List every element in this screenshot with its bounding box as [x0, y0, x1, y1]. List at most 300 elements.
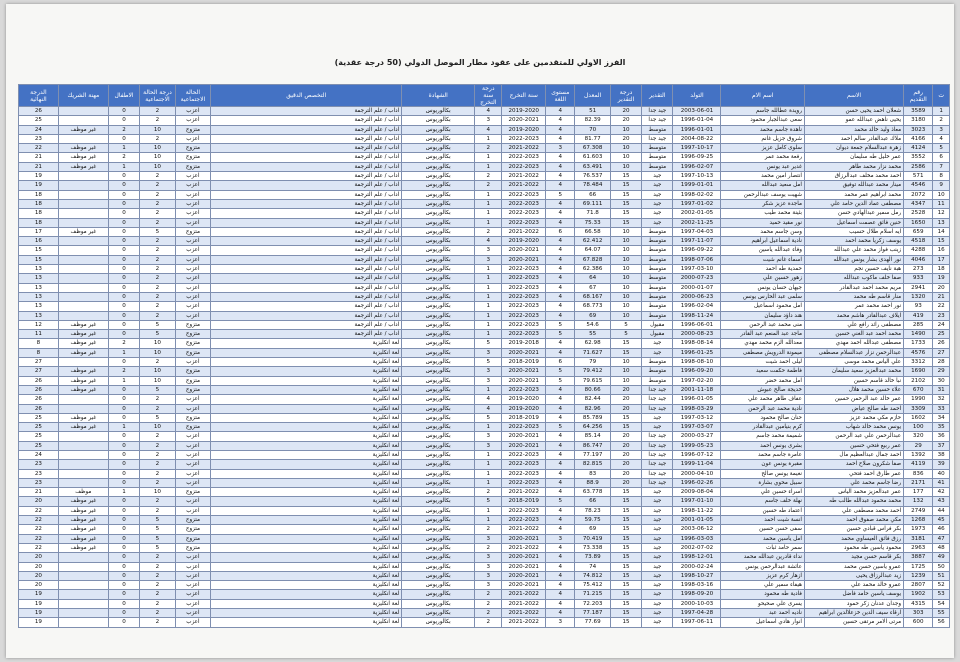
table-cell: غير موظف	[58, 516, 108, 525]
table-cell: 38	[933, 450, 950, 459]
table-cell: اداب / علم الترجمة	[211, 265, 402, 274]
table-cell: جيد	[642, 543, 673, 552]
table-cell: 74	[575, 562, 610, 571]
table-cell: 3	[546, 618, 575, 627]
table-cell: 15	[610, 581, 641, 590]
table-cell: 4	[546, 460, 575, 469]
table-cell: 15	[610, 497, 641, 506]
table-row	[19, 553, 950, 562]
table-cell: 4	[546, 274, 575, 283]
table-cell: 20	[610, 478, 641, 487]
table-cell: احمد جمال عبدالعظيم مال	[804, 450, 903, 459]
table-cell: رزق فائق العيساوي محمد	[804, 534, 903, 543]
table-cell: 2	[140, 497, 175, 506]
table-cell: 2	[140, 506, 175, 515]
table-cell: غير موظف	[58, 423, 108, 432]
table-cell: 2022-2023	[502, 460, 546, 469]
table-cell	[58, 562, 108, 571]
table-cell: بكالوريوس	[402, 506, 475, 515]
table-cell: 2021-2022	[502, 599, 546, 608]
table-cell: 44	[933, 506, 950, 515]
table-cell: بكالوريوس	[402, 237, 475, 246]
table-cell: بكالوريوس	[402, 358, 475, 367]
table-cell: 15	[610, 562, 641, 571]
table-cell: 10	[610, 274, 641, 283]
table-cell: محمد احمد عبد الغني حسين	[804, 330, 903, 339]
table-cell: 4	[546, 292, 575, 301]
table-cell: 14	[933, 227, 950, 236]
column-header: الحالة الاجتماعية	[175, 85, 210, 107]
table-cell: 20	[610, 441, 641, 450]
table-cell	[58, 618, 108, 627]
table-cell: نور الهدى بشار يونس عبدالله	[804, 255, 903, 264]
table-cell: 1	[108, 144, 139, 153]
table-cell: لغة انكليزية	[211, 423, 402, 432]
table-cell: اداب / علم الترجمة	[211, 162, 402, 171]
table-cell: 15	[610, 218, 641, 227]
table-cell: بكالوريوس	[402, 413, 475, 422]
table-cell: 1998-09-20	[673, 590, 721, 599]
table-cell: متزوج	[175, 320, 210, 329]
table-cell: 0	[108, 469, 139, 478]
table-cell: 42	[933, 488, 950, 497]
table-cell: اعزب	[175, 209, 210, 218]
table-cell: 1	[108, 376, 139, 385]
table-cell: 0	[108, 199, 139, 208]
table-cell: 4	[546, 125, 575, 134]
table-cell: 67.308	[575, 144, 610, 153]
table-cell: 0	[108, 590, 139, 599]
table-cell: بكالوريوس	[402, 525, 475, 534]
table-cell: اداب / علم الترجمة	[211, 199, 402, 208]
table-cell: 5	[610, 330, 641, 339]
table-cell: 2	[475, 609, 502, 618]
table-cell: 2020-2021	[502, 348, 546, 357]
table-cell: بكالوريوس	[402, 460, 475, 469]
table-row	[19, 218, 950, 227]
table-cell: بكالوريوس	[402, 311, 475, 320]
table-cell: 1996-07-12	[673, 450, 721, 459]
table-row	[19, 292, 950, 301]
table-cell: بكالوريوس	[402, 162, 475, 171]
table-cell: وسن جاسم محمد	[721, 227, 804, 236]
table-cell: 1	[475, 153, 502, 162]
table-cell: مقبول	[642, 330, 673, 339]
table-cell: 2963	[904, 543, 933, 552]
table-cell: لغة انكليزية	[211, 413, 402, 422]
table-row	[19, 358, 950, 367]
table-cell: اعزب	[175, 497, 210, 506]
table-cell: 5	[140, 525, 175, 534]
table-cell: رفعة محمد عمر	[721, 153, 804, 162]
table-cell: 20	[610, 134, 641, 143]
table-cell: جيد	[642, 534, 673, 543]
table-cell: متوسط	[642, 125, 673, 134]
table-cell: 36	[933, 432, 950, 441]
table-cell: 2	[475, 543, 502, 552]
table-cell: 1999-01-01	[673, 181, 721, 190]
table-cell	[58, 404, 108, 413]
table-cell: اداب / علم الترجمة	[211, 237, 402, 246]
table-cell: 3	[475, 246, 502, 255]
table-cell: 10	[610, 311, 641, 320]
table-cell: 24	[933, 320, 950, 329]
table-cell: 3887	[904, 553, 933, 562]
table-cell: 10	[140, 423, 175, 432]
table-cell: 77.187	[575, 609, 610, 618]
table-cell: 2	[140, 460, 175, 469]
table-row	[19, 181, 950, 190]
table-cell: لغة انكليزية	[211, 599, 402, 608]
table-cell: 83	[575, 469, 610, 478]
table-cell: 24	[19, 450, 59, 459]
table-cell: 2102	[904, 376, 933, 385]
table-cell: ميمونة الدرويش مصطفى	[721, 348, 804, 357]
table-cell: 6	[546, 227, 575, 236]
column-header: مستوى اللغة	[546, 85, 575, 107]
table-cell: 29	[904, 441, 933, 450]
table-cell: 1997-11-07	[673, 237, 721, 246]
table-cell: موظف	[58, 488, 108, 497]
table-cell: بكالوريوس	[402, 581, 475, 590]
table-cell: اعزب	[175, 116, 210, 125]
table-cell: 1733	[904, 339, 933, 348]
table-cell: بكالوريوس	[402, 125, 475, 134]
table-cell: متزوج	[175, 423, 210, 432]
table-cell: 82.96	[575, 404, 610, 413]
table-cell: جيد جدا	[642, 441, 673, 450]
table-cell: اداب / علم الترجمة	[211, 107, 402, 116]
table-cell: اعزب	[175, 609, 210, 618]
table-cell: عمر خليل طه سليمان	[804, 153, 903, 162]
table-cell: 2	[475, 488, 502, 497]
table-cell: 2	[140, 283, 175, 292]
table-cell: 2022-2023	[502, 209, 546, 218]
table-cell: مرتى الامر مرتقى حسين	[804, 618, 903, 627]
table-cell: 1997-03-12	[673, 413, 721, 422]
table-cell: سبيل محوي بشارة	[721, 478, 804, 487]
table-cell: 2022-2023	[502, 162, 546, 171]
table-cell: 2022-2023	[502, 302, 546, 311]
table-cell: 0	[108, 358, 139, 367]
table-cell	[58, 469, 108, 478]
table-cell: 5	[610, 320, 641, 329]
table-cell: امل محمد خضر	[721, 376, 804, 385]
table-cell: بكالوريوس	[402, 172, 475, 181]
table-cell: 2022-2023	[502, 199, 546, 208]
table-cell: اعزب	[175, 199, 210, 208]
table-cell: عفاف طاهر محمد علي	[721, 395, 804, 404]
table-cell: بكالوريوس	[402, 246, 475, 255]
table-cell: 2	[475, 599, 502, 608]
table-cell: 2019-2020	[502, 395, 546, 404]
table-cell: 15	[610, 516, 641, 525]
table-cell: مصطفى عبدالله احمد مهدي	[804, 339, 903, 348]
table-cell: 4	[546, 172, 575, 181]
table-cell: انتصار امين محمد	[721, 172, 804, 181]
table-cell: 0	[108, 460, 139, 469]
table-cell: غير موظف	[58, 367, 108, 376]
table-cell: 4046	[904, 255, 933, 264]
table-cell: غير موظف	[58, 376, 108, 385]
table-cell: 2	[140, 116, 175, 125]
table-cell: انسة شيت احمد	[721, 516, 804, 525]
table-cell: جيد جدا	[642, 395, 673, 404]
table-cell: اعزب	[175, 274, 210, 283]
table-cell: ايلاف عبدالقادر هاشم محمد	[804, 311, 903, 320]
table-row	[19, 618, 950, 627]
column-header: الاطفال	[108, 85, 139, 107]
table-cell: 88.9	[575, 478, 610, 487]
table-cell: 73.89	[575, 553, 610, 562]
table-cell: 26	[933, 339, 950, 348]
table-cell: 2	[140, 404, 175, 413]
table-cell: بكالوريوس	[402, 516, 475, 525]
table-cell: 1999-05-23	[673, 441, 721, 450]
table-cell: 3552	[904, 153, 933, 162]
table-cell: اسماء غانم شيت	[721, 255, 804, 264]
table-row	[19, 562, 950, 571]
table-cell: 2001-01-05	[673, 516, 721, 525]
table-cell: 2	[140, 571, 175, 580]
table-cell: جيد	[642, 218, 673, 227]
table-cell: عمر عبدالعزيز محمد الياس	[804, 488, 903, 497]
table-cell: بكالوريوس	[402, 144, 475, 153]
table-cell: جيد	[642, 571, 673, 580]
table-cell: 1998-08-10	[673, 358, 721, 367]
table-cell	[58, 478, 108, 487]
table-cell: 2	[140, 237, 175, 246]
table-cell: 2	[140, 190, 175, 199]
table-cell: 4	[546, 348, 575, 357]
table-cell: 1996-01-05	[673, 395, 721, 404]
table-row	[19, 199, 950, 208]
table-cell: يوسف زكريا محمد احمد	[804, 237, 903, 246]
table-cell: 0	[108, 534, 139, 543]
table-cell: 4	[546, 478, 575, 487]
table-cell: 1	[475, 274, 502, 283]
table-cell	[58, 311, 108, 320]
table-cell: 2022-2023	[502, 469, 546, 478]
table-cell: 1690	[904, 367, 933, 376]
table-cell: 2022-2023	[502, 423, 546, 432]
table-cell: 15	[610, 181, 641, 190]
table-cell: 45	[933, 516, 950, 525]
table-cell	[58, 292, 108, 301]
table-cell: 25	[19, 423, 59, 432]
table-cell: جيد جدا	[642, 116, 673, 125]
table-cell: يسرى علي صحيحو	[721, 599, 804, 608]
table-cell: 2	[475, 172, 502, 181]
table-cell: بكالوريوس	[402, 376, 475, 385]
table-cell: 1	[933, 107, 950, 116]
table-cell: سلوى كامل عزيز	[721, 144, 804, 153]
table-cell	[58, 218, 108, 227]
table-cell: 285	[904, 320, 933, 329]
table-cell: جيد	[642, 581, 673, 590]
table-cell	[58, 358, 108, 367]
table-cell: 13	[19, 311, 59, 320]
table-cell: متوسط	[642, 311, 673, 320]
table-row	[19, 283, 950, 292]
table-cell: 22	[19, 144, 59, 153]
table-cell: 1998-03-16	[673, 581, 721, 590]
table-cell	[58, 199, 108, 208]
table-cell: 2021-2022	[502, 543, 546, 552]
table-cell: 5	[546, 320, 575, 329]
table-cell: خديجة صالح عبوش	[721, 385, 804, 394]
table-cell: 0	[108, 571, 139, 580]
table-cell: 15	[610, 506, 641, 515]
table-cell: 4	[546, 506, 575, 515]
table-cell: 68.773	[575, 302, 610, 311]
table-cell: احمد محمد مخلف عبدالرزاق	[804, 172, 903, 181]
table-cell: 571	[904, 172, 933, 181]
table-row	[19, 172, 950, 181]
table-cell: اداب / علم الترجمة	[211, 218, 402, 227]
table-cell: 15	[610, 553, 641, 562]
table-cell: اعزب	[175, 255, 210, 264]
table-cell: لغة انكليزية	[211, 376, 402, 385]
table-cell	[58, 134, 108, 143]
table-cell: 1602	[904, 413, 933, 422]
table-cell: 2	[475, 618, 502, 627]
table-cell: اعزب	[175, 562, 210, 571]
table-row	[19, 134, 950, 143]
table-cell: 1997-01-02	[673, 199, 721, 208]
table-cell: 71.215	[575, 590, 610, 599]
table-cell: 15	[19, 255, 59, 264]
table-cell: اداب / علم الترجمة	[211, 209, 402, 218]
table-cell: وجدان عدنان زكر حمود	[804, 599, 903, 608]
table-cell: 1	[475, 302, 502, 311]
table-cell: 1997-04-28	[673, 609, 721, 618]
table-cell: متزوج	[175, 543, 210, 552]
table-cell	[58, 190, 108, 199]
table-cell: 4	[475, 404, 502, 413]
table-cell: 2000-06-23	[673, 292, 721, 301]
table-cell: 20	[610, 116, 641, 125]
table-cell: متزوج	[175, 525, 210, 534]
table-cell: 2	[475, 590, 502, 599]
table-cell: 76.537	[575, 172, 610, 181]
table-cell: شعلان احمد يحيى حسن	[804, 107, 903, 116]
table-cell: 1	[108, 348, 139, 357]
table-cell: غير موظف	[58, 497, 108, 506]
table-cell: 2000-04-10	[673, 469, 721, 478]
table-cell: 0	[108, 302, 139, 311]
table-cell: زينب فواز محمد علي عبدالله	[804, 246, 903, 255]
table-cell: 10	[610, 144, 641, 153]
table-cell: 5	[546, 423, 575, 432]
table-cell: هيفاء سمير علي	[721, 581, 804, 590]
table-cell: 0	[108, 107, 139, 116]
table-cell: بكالوريوس	[402, 562, 475, 571]
table-cell: جيد جدا	[642, 460, 673, 469]
table-cell: اداب / علم الترجمة	[211, 274, 402, 283]
table-cell: 0	[108, 543, 139, 552]
table-cell: 3	[475, 348, 502, 357]
table-cell: حنان صالح محمود	[721, 413, 804, 422]
table-cell: بكالوريوس	[402, 599, 475, 608]
table-cell: اعزب	[175, 404, 210, 413]
table-cell: 0	[108, 209, 139, 218]
table-row	[19, 404, 950, 413]
table-cell: 29	[933, 367, 950, 376]
table-cell: لغة انكليزية	[211, 618, 402, 627]
table-cell: 0	[108, 553, 139, 562]
table-cell: 47	[933, 534, 950, 543]
table-cell: 2	[140, 358, 175, 367]
table-cell: 0	[108, 441, 139, 450]
table-header-row	[19, 85, 950, 107]
table-cell: 2586	[904, 162, 933, 171]
table-cell: اعزب	[175, 599, 210, 608]
table-cell: 10	[140, 125, 175, 134]
table-cell: بكالوريوس	[402, 534, 475, 543]
table-cell: عمرو ياسين حسن محمد	[804, 562, 903, 571]
table-cell: 20	[610, 469, 641, 478]
table-cell: 17	[933, 255, 950, 264]
table-cell: بكالوريوس	[402, 497, 475, 506]
table-cell: 4	[546, 246, 575, 255]
table-cell: جيد جدا	[642, 469, 673, 478]
table-cell: اعزب	[175, 246, 210, 255]
table-cell: 20	[19, 562, 59, 571]
table-cell: غير موظف	[58, 320, 108, 329]
table-cell: 2	[140, 590, 175, 599]
table-cell: 69.111	[575, 199, 610, 208]
table-cell: نداء قادرين عبدالله محمد	[721, 553, 804, 562]
table-cell: 71.627	[575, 348, 610, 357]
table-cell: 62.98	[575, 339, 610, 348]
table-cell: يوسف ياسين حامد فاضل	[804, 590, 903, 599]
table-cell: بكالوريوس	[402, 543, 475, 552]
table-cell: جيد	[642, 525, 673, 534]
table-cell: 2020-2021	[502, 432, 546, 441]
table-cell	[58, 599, 108, 608]
table-cell: بكر فراس قبادي حسين	[804, 525, 903, 534]
table-cell: 10	[610, 367, 641, 376]
table-cell: 15	[610, 209, 641, 218]
table-cell: 1320	[904, 292, 933, 301]
table-cell: 3	[546, 534, 575, 543]
table-cell: 2	[475, 181, 502, 190]
table-cell: 4315	[904, 599, 933, 608]
table-cell: نادية محمد عبد الرحمن	[721, 404, 804, 413]
column-header: الاسم	[804, 85, 903, 107]
table-cell: اعزب	[175, 553, 210, 562]
table-cell: 3	[546, 144, 575, 153]
table-cell: 2020-2021	[502, 562, 546, 571]
table-cell: 19	[19, 618, 59, 627]
table-cell: 1	[475, 199, 502, 208]
table-cell: متزوج	[175, 162, 210, 171]
table-cell: مقبرة يونس عون	[721, 460, 804, 469]
table-cell: غدير عبد يونس	[721, 162, 804, 171]
table-cell: 20	[610, 107, 641, 116]
table-cell: 0	[108, 609, 139, 618]
table-cell: 64	[575, 274, 610, 283]
table-cell: رمل سمير عبدالهادي حسن	[804, 209, 903, 218]
table-cell: بكالوريوس	[402, 590, 475, 599]
table-cell: غير موظف	[58, 506, 108, 515]
table-cell: 4124	[904, 144, 933, 153]
table-cell: 1	[475, 283, 502, 292]
table-cell: متزوج	[175, 339, 210, 348]
table-cell	[58, 590, 108, 599]
table-cell: 59.75	[575, 516, 610, 525]
